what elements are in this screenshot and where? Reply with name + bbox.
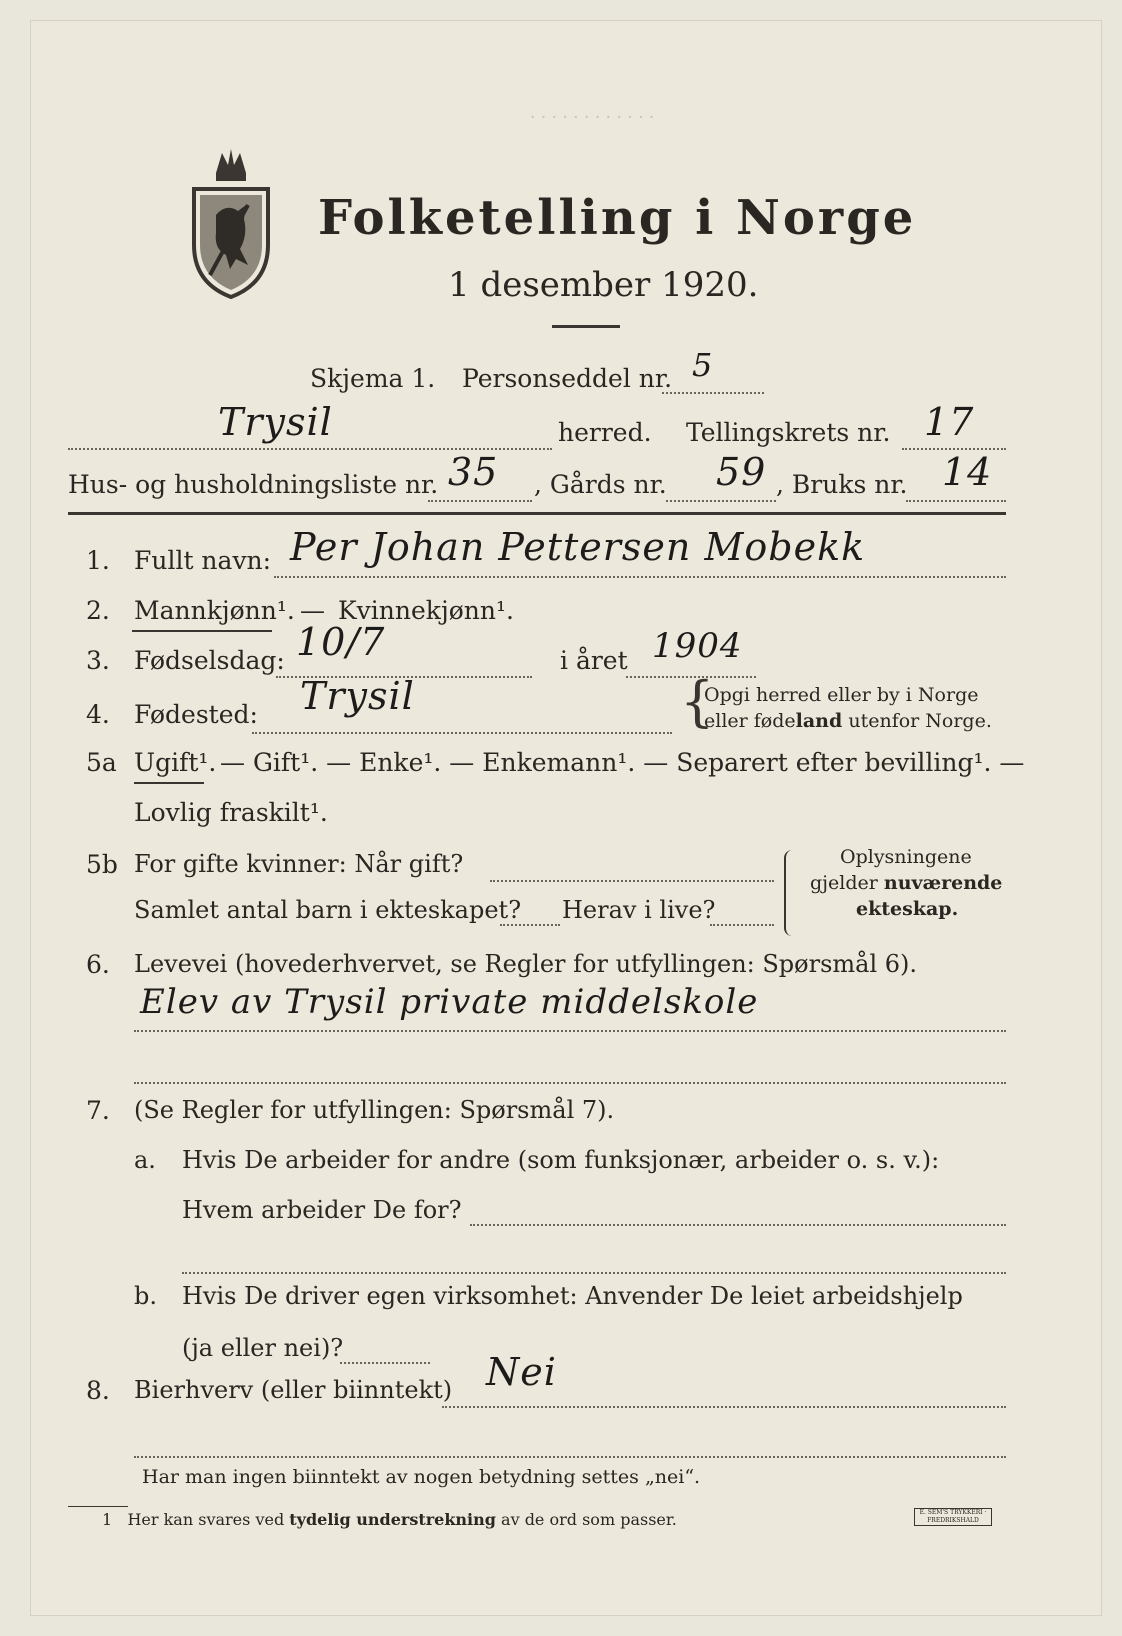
q4-brace: {	[680, 670, 715, 733]
q7a-text: Hvis De arbeider for andre (som funksjonær, arbeider o. s. v.):	[182, 1146, 940, 1174]
children-total-label: Samlet antal barn i ekteskapet?	[134, 896, 522, 924]
q6-number: 6.	[86, 950, 110, 979]
husholdningsliste-value[interactable]: 35	[448, 450, 499, 494]
marital-options[interactable]: — Gift¹. — Enke¹. — Enkemann¹. — Separert efter bevilling¹. —	[220, 748, 1025, 777]
printer-mark: E. SEM'S TRYKKERI · FREDRIKSHALD	[914, 1508, 992, 1526]
gards-value[interactable]: 59	[716, 450, 767, 494]
husholdningsliste-label: Hus- og husholdningsliste nr.	[68, 470, 439, 499]
q7b-letter: b.	[134, 1282, 157, 1310]
title-divider	[552, 325, 620, 328]
bleed-through-text: · · · · · · · · · · · ·	[530, 108, 655, 128]
bruks-label: , Bruks nr.	[776, 470, 908, 499]
occupation-field-line-1	[134, 1030, 1006, 1032]
q5b-note-line2: gjelder nuværende	[810, 872, 1003, 894]
year-value[interactable]: 1904	[652, 626, 743, 666]
norwegian-coat-of-arms-icon	[186, 145, 276, 305]
q7a-letter: a.	[134, 1146, 156, 1174]
tellingskrets-label: Tellingskrets nr.	[686, 418, 891, 447]
children-total-field-line	[500, 924, 560, 926]
children-alive-label: Herav i live?	[562, 896, 716, 924]
female-option[interactable]: Kvinnekjønn¹.	[338, 596, 514, 625]
q4-note-line1: Opgi herred eller by i Norge	[704, 684, 979, 706]
bruks-value[interactable]: 14	[942, 450, 993, 494]
male-option[interactable]: Mannkjønn¹.	[134, 596, 295, 625]
full-name-value[interactable]: Per Johan Pettersen Mobekk	[290, 525, 866, 569]
footnote-divider	[68, 1506, 128, 1507]
q7b-text: Hvis De driver egen virksomhet: Anvender De leiet arbeidshjelp	[182, 1282, 963, 1310]
q5b-note-line3: ekteskap.	[856, 898, 959, 920]
year-label: i året	[560, 646, 628, 675]
footer-note: Har man ingen biinntekt av nogen betydning settes „nei“.	[142, 1466, 701, 1488]
side-income-label: Bierhverv (eller biinntekt)	[134, 1376, 453, 1404]
bruks-field-line	[906, 500, 1006, 502]
birthplace-field-line	[252, 732, 672, 734]
q2-separator: —	[300, 596, 325, 625]
q4-number: 4.	[86, 700, 110, 729]
male-underline	[132, 630, 272, 632]
q3-number: 3.	[86, 646, 110, 675]
footnote: 1 Her kan svares ved tydelig understrekning av de ord som passer.	[102, 1510, 677, 1529]
children-alive-field-line	[710, 924, 774, 926]
q5b-note-line1: Oplysningene	[840, 846, 972, 868]
q1-label: Fullt navn:	[134, 546, 272, 575]
q3-label: Fødselsdag:	[134, 646, 285, 675]
form-title: Folketelling i Norge	[318, 190, 917, 246]
q5b-number: 5b	[86, 850, 118, 879]
occupation-label: Levevei (hovederhvervet, se Regler for utfyllingen: Spørsmål 6).	[134, 950, 918, 978]
occupation-value[interactable]: Elev av Trysil private middelskole	[140, 982, 759, 1022]
census-form-sheet	[30, 20, 1102, 1616]
q8-number: 8.	[86, 1376, 110, 1405]
personseddel-value[interactable]: 5	[692, 346, 714, 384]
side-income-value[interactable]: Nei	[486, 1350, 557, 1394]
occupation-field-line-2	[134, 1082, 1006, 1084]
married-when-field-line	[490, 880, 774, 882]
census-date: 1 desember 1920.	[448, 265, 759, 305]
herred-value[interactable]: Trysil	[218, 400, 333, 444]
q5b-brace	[784, 850, 794, 936]
header-divider	[68, 512, 1006, 515]
skjema-label: Skjema 1.	[310, 364, 436, 393]
employer-field-line-2	[182, 1272, 1006, 1274]
married-when-label: For gifte kvinner: Når gift?	[134, 850, 464, 878]
q7-label: (Se Regler for utfyllingen: Spørsmål 7).	[134, 1096, 615, 1124]
full-name-field-line	[274, 576, 1006, 578]
employer-label: Hvem arbeider De for?	[182, 1196, 462, 1224]
unmarried-option[interactable]: Ugift¹.	[134, 748, 217, 777]
divorced-option[interactable]: Lovlig fraskilt¹.	[134, 798, 328, 827]
gards-field-line	[666, 500, 776, 502]
herred-label: herred.	[558, 418, 652, 447]
q7-number: 7.	[86, 1096, 110, 1125]
q5a-number: 5a	[86, 748, 117, 777]
gards-label: , Gårds nr.	[534, 470, 667, 499]
personseddel-label: Personseddel nr.	[462, 364, 673, 393]
side-income-field-line-2	[134, 1456, 1006, 1458]
unmarried-underline	[134, 782, 204, 784]
employer-field-line-1	[470, 1224, 1006, 1226]
q1-number: 1.	[86, 546, 110, 575]
tellingskrets-value[interactable]: 17	[924, 400, 975, 444]
q4-label: Fødested:	[134, 700, 258, 729]
q4-note-line2: eller fødeland utenfor Norge.	[704, 710, 992, 732]
personseddel-field-line	[662, 392, 764, 394]
q2-number: 2.	[86, 596, 110, 625]
side-income-field-line	[442, 1406, 1006, 1408]
birthday-value[interactable]: 10/7	[296, 620, 386, 664]
birthplace-value[interactable]: Trysil	[300, 674, 415, 718]
hired-help-label: (ja eller nei)?	[182, 1334, 344, 1362]
hired-help-field-line	[340, 1362, 430, 1364]
husholdningsliste-field-line	[428, 500, 532, 502]
